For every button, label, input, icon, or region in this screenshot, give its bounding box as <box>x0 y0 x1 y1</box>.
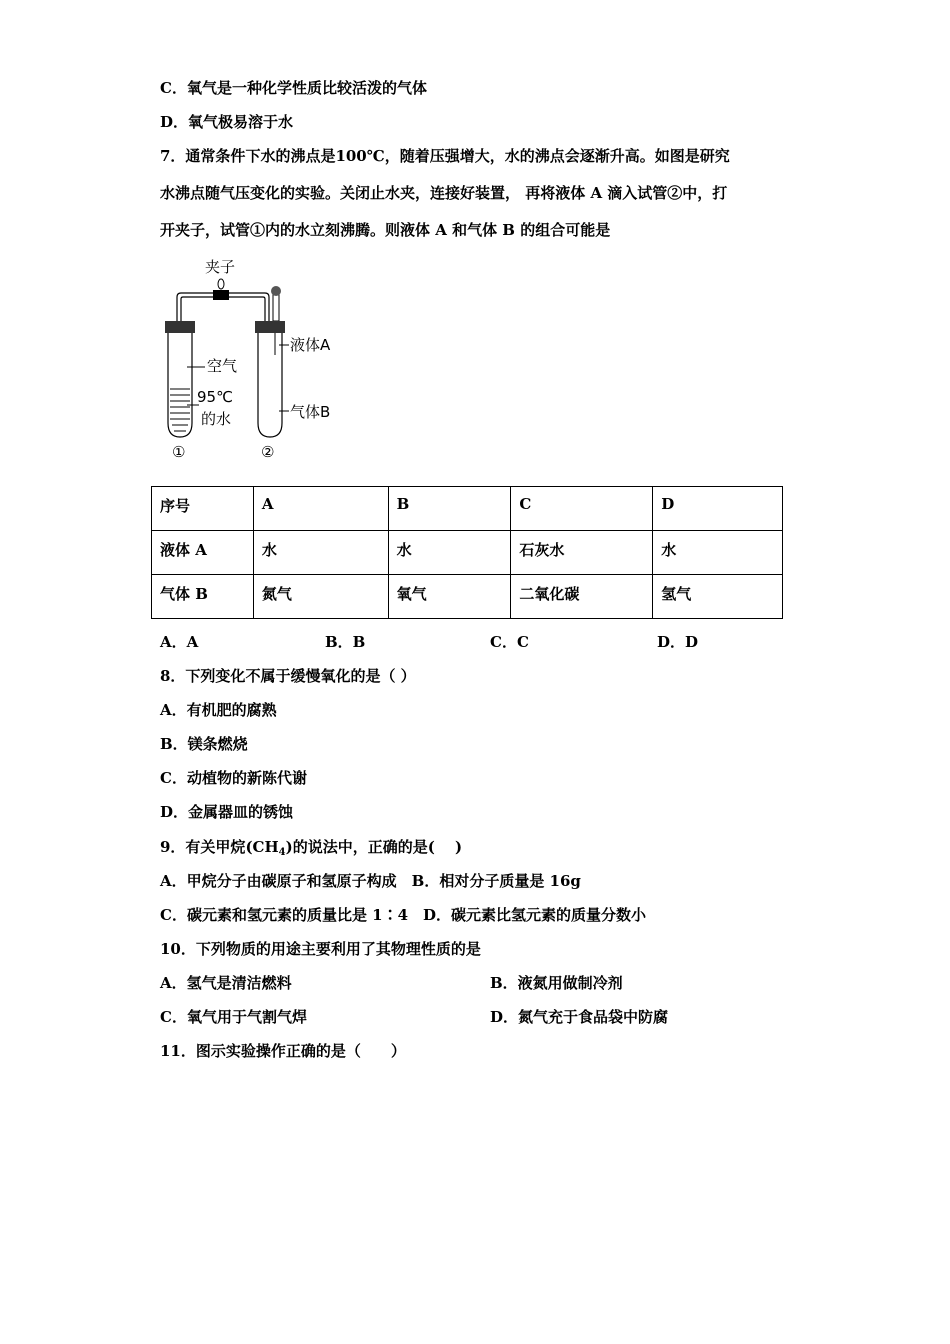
table-row <box>152 487 783 531</box>
table-cell: 水 <box>388 531 511 575</box>
label-water-temp: 95℃ <box>197 388 233 406</box>
table-cell: B <box>388 487 511 531</box>
q7-option-d: D．D <box>657 633 699 651</box>
label-tube-1: ① <box>172 443 186 461</box>
q8-option-b: B．镁条燃烧 <box>160 735 248 753</box>
table-cell: 液体 A <box>152 531 254 575</box>
q7-table <box>151 486 783 619</box>
label-air: 空气 <box>207 357 238 375</box>
table-cell: 氢气 <box>653 575 783 619</box>
q7-option-a: A．A <box>160 633 199 651</box>
q8-option-c: C．动植物的新陈代谢 <box>160 769 307 787</box>
q7-stem-line2: 水沸点随气压变化的实验。关闭止水夹，连接好装置， 再将液体 A 滴入试管②中，打 <box>160 184 728 202</box>
q10-option-a: A．氢气是清洁燃料 <box>160 974 292 992</box>
q10-option-c: C．氧气用于气割气焊 <box>160 1008 307 1026</box>
q6-option-d: D．氧气极易溶于水 <box>160 113 294 131</box>
q6-option-c: C．氧气是一种化学性质比较活泼的气体 <box>160 79 427 97</box>
q7-option-c: C．C <box>490 633 529 651</box>
table-cell: 氧气 <box>388 575 511 619</box>
label-clamp: 夹子 <box>205 258 236 276</box>
stopper-1 <box>165 321 195 333</box>
q11-stem: 11．图示实验操作正确的是（ ） <box>160 1042 406 1060</box>
table-cell: A <box>253 487 388 531</box>
q7-stem-line3: 开夹子，试管①内的水立刻沸腾。则液体 A 和气体 B 的组合可能是 <box>160 221 611 239</box>
table-cell: C <box>511 487 653 531</box>
q10-stem: 10．下列物质的用途主要利用了其物理性质的是 <box>160 940 481 958</box>
table-cell: 序号 <box>152 487 254 531</box>
q8-stem: 8．下列变化不属于缓慢氧化的是（ ） <box>160 667 416 685</box>
q7-stem-line1: 7．通常条件下水的沸点是100℃，随着压强增大，水的沸点会逐渐升高。如图是研究 <box>160 147 730 165</box>
table-cell: 石灰水 <box>511 531 653 575</box>
label-liquid-a: 液体A <box>290 336 331 354</box>
table-row <box>152 575 783 619</box>
table-cell: 水 <box>653 531 783 575</box>
table-cell: D <box>653 487 783 531</box>
q9-options-cd: C．碳元素和氢元素的质量比是 1∶4 D．碳元素比氢元素的质量分数小 <box>160 906 647 924</box>
label-gas-b: 气体B <box>290 403 331 421</box>
q9-options-ab: A．甲烷分子由碳原子和氢原子构成 B．相对分子质量是 16g <box>160 872 581 890</box>
q10-option-b: B．液氮用做制冷剂 <box>490 974 623 992</box>
table-cell: 氮气 <box>253 575 388 619</box>
table-cell: 气体 B <box>152 575 254 619</box>
table-cell: 二氧化碳 <box>511 575 653 619</box>
boiling-experiment-diagram <box>155 255 355 465</box>
table-cell: 水 <box>253 531 388 575</box>
label-water: 的水 <box>201 410 232 428</box>
q8-option-a: A．有机肥的腐熟 <box>160 701 277 719</box>
label-tube-2: ② <box>261 443 275 461</box>
q9-stem: 9．有关甲烷$(CH_4)$的说法中，正确的是( ) <box>160 838 463 858</box>
q7-option-b: B．B <box>325 633 366 651</box>
q8-option-d: D．金属器皿的锈蚀 <box>160 803 294 821</box>
table-row <box>152 531 783 575</box>
test-tube-1 <box>168 333 192 437</box>
test-tube-2 <box>258 333 282 437</box>
clamp-icon <box>213 290 229 300</box>
q10-option-d: D．氮气充于食品袋中防腐 <box>490 1008 669 1026</box>
stopper-2 <box>255 321 285 333</box>
